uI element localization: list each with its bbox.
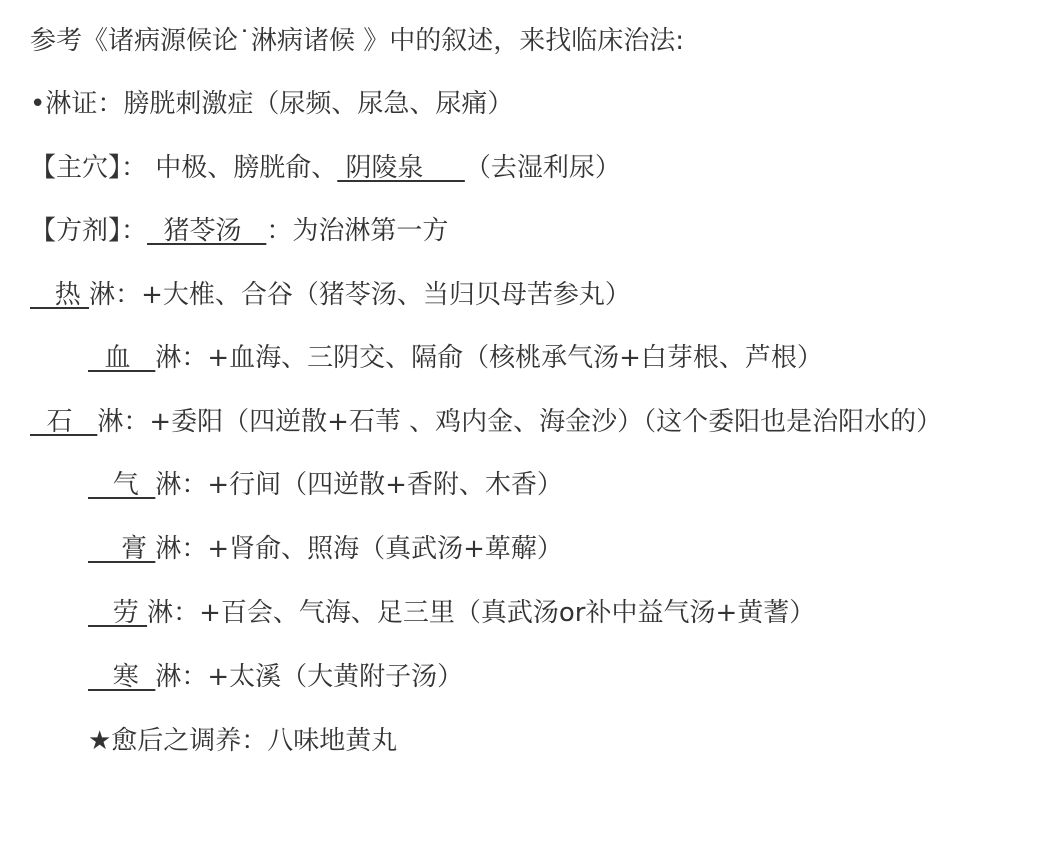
type-blank: 气	[88, 470, 156, 500]
type-rest: 淋：+委阳（四逆散+石苇 、鸡内金、海金沙）（这个委阳也是治阳水的）	[97, 407, 943, 437]
formula-blank: 猪苓汤	[147, 216, 267, 246]
type-line-heat	[30, 278, 631, 312]
main-points-suffix: （去湿利尿）	[464, 153, 621, 183]
type-rest: 淋：+大椎、合谷（猪苓汤、当归贝母苦参丸）	[89, 280, 631, 310]
type-blank: 热	[30, 280, 90, 310]
formula-prefix: 【方剂】：	[30, 216, 148, 246]
type-rest: 淋：+肾俞、照海（真武汤+萆薢）	[155, 534, 563, 564]
type-line-blood	[88, 341, 823, 375]
type-rest: 淋：+血海、三阴交、隔俞（核桃承气汤+白芽根、芦根）	[155, 343, 823, 373]
type-line-stone	[30, 405, 942, 439]
main-points-blank: 阴陵泉	[337, 153, 465, 183]
type-blank: 膏	[88, 534, 156, 564]
type-blank: 寒	[88, 662, 156, 692]
formula-suffix: ：为治淋第一方	[266, 216, 449, 246]
recovery-text: ★愈后之调养：八味地黄丸	[88, 726, 398, 756]
type-blank: 血	[88, 343, 156, 373]
type-rest: 淋：+百会、气海、足三里（真武汤or补中益气汤+黄蓍）	[147, 598, 816, 628]
type-rest: 淋：+行间（四逆散+香附、木香）	[155, 470, 563, 500]
type-blank: 劳	[88, 598, 148, 628]
type-rest: 淋：+太溪（大黄附子汤）	[155, 662, 464, 692]
intro-text: 参考《诸病源候论˙淋病诸候 》中的叙述，来找临床治法:	[30, 26, 685, 56]
main-points-prefix: 【主穴】： 中极、膀胱俞、	[30, 153, 338, 183]
type-blank: 石	[30, 407, 98, 437]
type-line-paste	[88, 532, 563, 566]
main-points-line	[30, 151, 621, 185]
formula-line	[30, 214, 448, 248]
type-line-qi	[88, 468, 563, 502]
type-line-fatigue	[88, 596, 815, 630]
type-line-cold	[88, 660, 463, 694]
syndrome-text: •淋证：膀胱刺激症（尿频、尿急、尿痛）	[30, 89, 514, 119]
